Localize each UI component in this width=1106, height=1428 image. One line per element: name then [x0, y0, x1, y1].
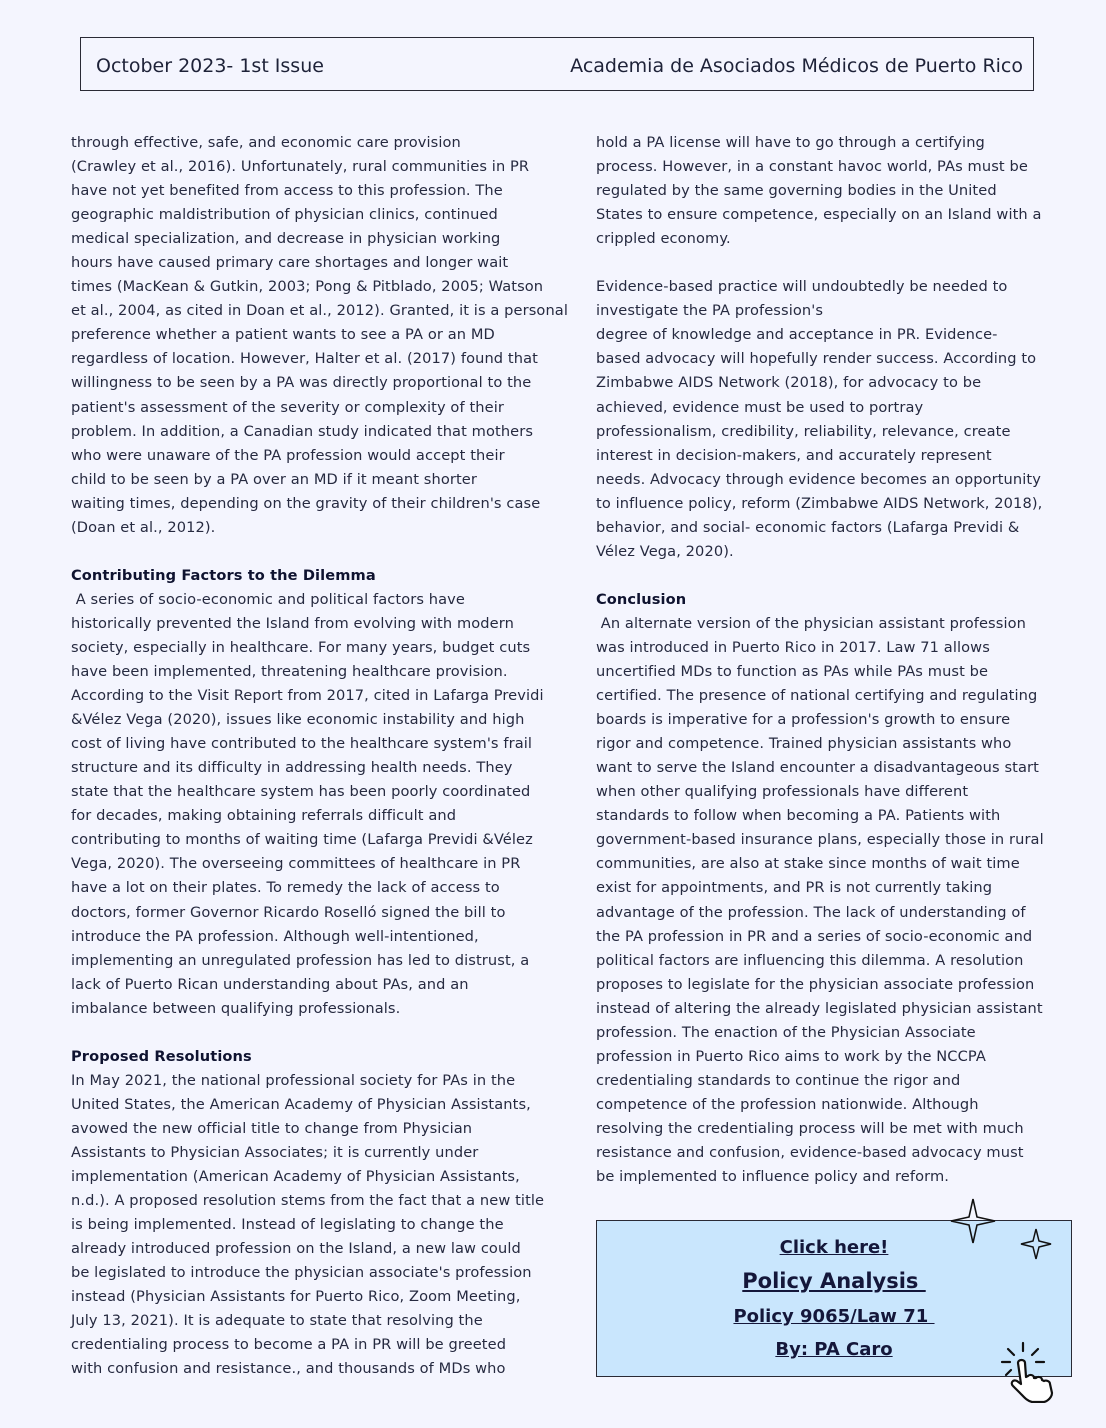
- text-line: with confusion and resistance., and thousands of MDs who: [71, 1360, 506, 1378]
- text-line: political factors are influencing this dilemma. A resolution: [596, 951, 1024, 969]
- text-line: Assistants to Physician Associates; it is currently under: [71, 1143, 479, 1161]
- text-line: be implemented to influence policy and reform.: [596, 1168, 950, 1186]
- text-line: medical specialization, and decrease in physician working: [71, 230, 501, 248]
- text-line: Zimbabwe AIDS Network (2018), for advocacy to be: [596, 374, 982, 392]
- text-line: exist for appointments, and PR is not currently taking: [596, 879, 993, 897]
- text-line: (Doan et al., 2012).: [71, 518, 216, 536]
- text-line: credentialing standards to continue the rigor and: [596, 1071, 961, 1089]
- text-line: times (MacKean & Gutkin, 2003; Pong & Pitblado, 2005; Watson: [71, 278, 544, 296]
- spacer: [596, 564, 1076, 588]
- text-line: regardless of location. However, Halter et al. (2017) found that: [71, 350, 538, 368]
- text-line: imbalance between qualifying professionals.: [71, 999, 401, 1017]
- text-line: credentialing process to become a PA in PR will be greeted: [71, 1336, 507, 1354]
- text-line: advantage of the profession. The lack of understanding of: [596, 903, 1026, 921]
- text-line: when other qualifying professionals have different: [596, 783, 969, 801]
- policy-analysis-link[interactable]: Policy Analysis: [742, 1269, 926, 1293]
- text-line: is being implemented. Instead of legislating to change the: [71, 1216, 504, 1234]
- section-heading-contributing-factors: Contributing Factors to the Dilemma: [71, 566, 376, 584]
- text-line: investigate the PA profession's: [596, 302, 824, 320]
- conclusion-section: [596, 588, 1076, 1189]
- text-line: proposes to legislate for the physician associate profession: [596, 975, 1035, 993]
- text-line: professionalism, credibility, reliability, relevance, create: [596, 422, 1011, 440]
- spacer: [596, 251, 1076, 275]
- text-line: instead (Physician Assistants for Puerto Rico, Zoom Meeting,: [71, 1288, 521, 1306]
- text-line: patient's assessment of the severity or complexity of their: [71, 398, 504, 416]
- text-line: based advocacy will hopefully render success. According to: [596, 350, 1037, 368]
- text-line: have been implemented, threatening healthcare provision.: [71, 663, 508, 681]
- text-line: (Crawley et al., 2016). Unfortunately, rural communities in PR: [71, 158, 530, 176]
- text-line: standards to follow when becoming a PA. Patients with: [596, 807, 1001, 825]
- text-line: government-based insurance plans, especially those in rural: [596, 831, 1044, 849]
- section-heading-proposed-resolutions: Proposed Resolutions: [71, 1047, 252, 1065]
- sparkle-icon: [950, 1198, 996, 1244]
- text-line: society, especially in healthcare. For many years, budget cuts: [71, 638, 531, 656]
- text-line: A series of socio-economic and political factors have: [71, 590, 465, 608]
- text-line: have a lot on their plates. To remedy the lack of access to: [71, 879, 500, 897]
- text-line: have not yet benefited from access to this profession. The: [71, 182, 503, 200]
- text-line: structure and its difficulty in addressing health needs. They: [71, 759, 513, 777]
- text-line: An alternate version of the physician assistant profession: [596, 614, 1026, 632]
- pointing-hand-click-icon[interactable]: [994, 1341, 1060, 1403]
- text-line: certified. The presence of national certifying and regulating: [596, 687, 1038, 705]
- text-line: boards is imperative for a profession's growth to ensure: [596, 711, 1011, 729]
- text-line: crippled economy.: [596, 230, 731, 248]
- text-line: uncertified MDs to function as PAs while PAs must be: [596, 663, 989, 681]
- text-line: States to ensure competence, especially on an Island with a: [596, 206, 1042, 224]
- text-line: et al., 2004, as cited in Doan et al., 2012). Granted, it is a personal: [71, 302, 569, 320]
- text-line: n.d.). A proposed resolution stems from the fact that a new title: [71, 1192, 545, 1210]
- text-line: implementation (American Academy of Physician Assistants,: [71, 1168, 520, 1186]
- text-line: geographic maldistribution of physician clinics, continued: [71, 206, 498, 224]
- text-line: United States, the American Academy of Physician Assistants,: [71, 1095, 531, 1113]
- text-line: waiting times, depending on the gravity of their children's case: [71, 494, 541, 512]
- text-line: doctors, former Governor Ricardo Roselló signed the bill to: [71, 903, 506, 921]
- text-line: Evidence-based practice will undoubtedly be needed to: [596, 278, 1008, 296]
- text-line: child to be seen by a PA over an MD if it meant shorter: [71, 470, 477, 488]
- text-line: who were unaware of the PA profession would accept their: [71, 446, 505, 464]
- text-line: interest in decision-makers, and accurately represent: [596, 446, 992, 464]
- text-line: Vélez Vega, 2020).: [596, 542, 734, 560]
- text-line: contributing to months of waiting time (Lafarga Previdi &Vélez: [71, 831, 533, 849]
- text-line: was introduced in Puerto Rico in 2017. Law 71 allows: [596, 638, 990, 656]
- text-line: avowed the new official title to change from Physician: [71, 1119, 473, 1137]
- text-line: cost of living have contributed to the healthcare system's frail: [71, 735, 533, 753]
- contributing-factors-section: [71, 564, 581, 1021]
- text-line: Vega, 2020). The overseeing committees of healthcare in PR: [71, 855, 521, 873]
- spacer: [71, 540, 581, 564]
- text-line: instead of altering the already legislated physician assistant: [596, 999, 1043, 1017]
- text-line: needs. Advocacy through evidence becomes an opportunity: [596, 470, 1041, 488]
- text-line: historically prevented the Island from evolving with modern: [71, 614, 514, 632]
- text-line: the PA profession in PR and a series of socio-economic and: [596, 927, 1033, 945]
- text-line: degree of knowledge and acceptance in PR. Evidence-: [596, 326, 998, 344]
- text-line: hold a PA license will have to go through a certifying: [596, 134, 985, 151]
- text-line: resistance and confusion, evidence-based advocacy must: [596, 1143, 1024, 1161]
- text-line: implementing an unregulated profession has led to distrust, a: [71, 951, 530, 969]
- text-line: introduce the PA profession. Although well-intentioned,: [71, 927, 479, 945]
- intro-paragraph: [71, 131, 581, 540]
- organization-name: Academia de Asociados Médicos de Puerto Rico: [570, 55, 1023, 77]
- text-line: profession in Puerto Rico aims to work by the NCCPA: [596, 1047, 986, 1065]
- section-heading-conclusion: Conclusion: [596, 590, 687, 608]
- continuation-paragraph: [596, 131, 1076, 251]
- text-line: problem. In addition, a Canadian study indicated that mothers: [71, 422, 534, 440]
- text-line: hours have caused primary care shortages and longer wait: [71, 254, 509, 272]
- text-line: already introduced profession on the Island, a new law could: [71, 1240, 521, 1258]
- text-line: communities, are also at stake since months of wait time: [596, 855, 1020, 873]
- text-line: competence of the profession nationwide. Although: [596, 1095, 979, 1113]
- text-line: willingness to be seen by a PA was directly proportional to the: [71, 374, 532, 392]
- text-line: rigor and competence. Trained physician assistants who: [596, 735, 1012, 753]
- policy-law-link[interactable]: Policy 9065/Law 71: [733, 1306, 935, 1327]
- text-line: for decades, making obtaining referrals difficult and: [71, 807, 457, 825]
- text-line: process. However, in a constant havoc world, PAs must be: [596, 158, 1028, 176]
- text-line: regulated by the same governing bodies in the United: [596, 182, 997, 200]
- text-line: be legislated to introduce the physician associate's profession: [71, 1264, 532, 1282]
- left-column: [71, 131, 581, 1381]
- text-line: achieved, evidence must be used to portray: [596, 398, 924, 416]
- text-line: preference whether a patient wants to see a PA or an MD: [71, 326, 495, 344]
- text-line: profession. The enaction of the Physician Associate: [596, 1023, 976, 1041]
- text-line: state that the healthcare system has been poorly coordinated: [71, 783, 531, 801]
- text-line: through effective, safe, and economic care provision: [71, 134, 461, 151]
- text-line: resolving the credentialing process will be met with much: [596, 1119, 1024, 1137]
- issue-date: October 2023- 1st Issue: [96, 55, 324, 77]
- text-line: According to the Visit Report from 2017, cited in Lafarga Previdi: [71, 687, 544, 705]
- sparkle-icon: [1020, 1228, 1052, 1260]
- author-link[interactable]: By: PA Caro: [775, 1339, 893, 1360]
- text-line: lack of Puerto Rican understanding about PAs, and an: [71, 975, 469, 993]
- text-line: behavior, and social- economic factors (Lafarga Previdi &: [596, 518, 1020, 536]
- newsletter-header: [80, 37, 1034, 91]
- right-column: [596, 131, 1076, 1189]
- text-line: &Vélez Vega (2020), issues like economic instability and high: [71, 711, 525, 729]
- text-line: want to serve the Island encounter a disadvantageous start: [596, 759, 1039, 777]
- proposed-resolutions-section: [71, 1045, 581, 1382]
- text-line: In May 2021, the national professional society for PAs in the: [71, 1071, 516, 1089]
- evidence-paragraph: [596, 275, 1076, 564]
- spacer: [71, 1021, 581, 1045]
- click-here-link[interactable]: Click here!: [779, 1237, 889, 1258]
- text-line: to influence policy, reform (Zimbabwe AIDS Network, 2018),: [596, 494, 1043, 512]
- text-line: July 13, 2021). It is adequate to state that resolving the: [71, 1312, 483, 1330]
